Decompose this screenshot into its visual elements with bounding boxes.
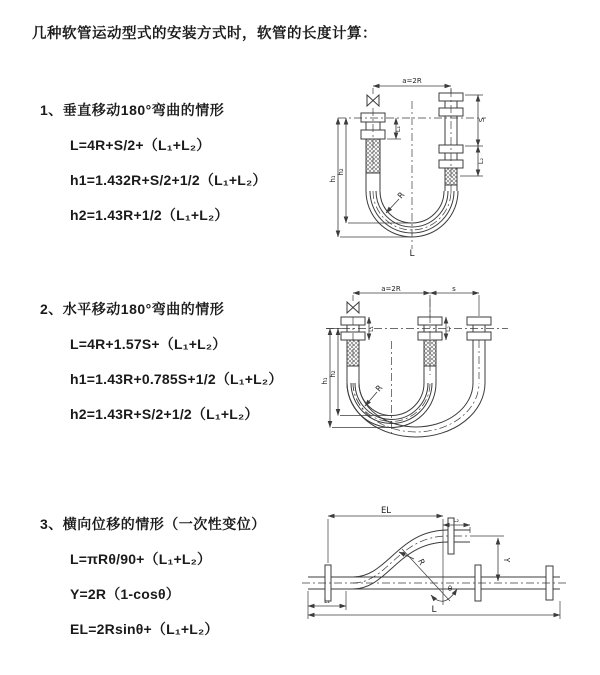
formula-line: L=4R+S/2+（L₁+L₂） (70, 137, 211, 153)
diagram-vertical-180-bend (308, 73, 590, 258)
dim-l2-label: L₂ (477, 157, 485, 165)
diagram-horizontal-180-bend (308, 283, 590, 445)
dim-h2-label: h₂ (337, 168, 345, 176)
left-fitting (341, 317, 365, 383)
section-heading: 1、垂直移动180°弯曲的情形 (40, 102, 225, 118)
section-heading: 3、横向位移的情形（一次性变位） (40, 516, 266, 532)
dim-s-label: s (452, 285, 456, 293)
length-label: L (409, 249, 415, 258)
valve-icon (367, 95, 379, 106)
section-horizontal-180 (40, 299, 310, 432)
braided-section (347, 340, 359, 366)
dim-h1-label: h₁ (329, 175, 337, 183)
page-title: 几种软管运动型式的安装方式时，软管的长度计算： (32, 26, 377, 42)
braided-section (424, 340, 436, 366)
dim-l-label: L (431, 605, 437, 615)
section-heading: 2、水平移动180°弯曲的情形 (40, 301, 225, 317)
radius-label: R (373, 383, 385, 394)
braided-section (366, 139, 380, 173)
centerlines (338, 89, 486, 249)
formula-line: h2=1.43R+1/2（L₁+L₂） (70, 207, 229, 223)
formula-line: h1=1.432R+S/2+1/2（L₁+L₂） (70, 172, 267, 188)
section-vertical-180 (40, 100, 310, 233)
dim-s-label: S (478, 117, 486, 123)
dim-el-label: EL (380, 506, 392, 516)
dim-l2-label: L₂ (453, 517, 459, 524)
section-lateral-displacement (40, 514, 310, 647)
radius-leader (399, 552, 414, 559)
formula-line: h1=1.43R+0.785S+1/2（L₁+L₂） (70, 371, 283, 387)
braided-section (445, 168, 457, 185)
radius-leader (365, 392, 377, 406)
dim-l1-label: L₁ (394, 125, 402, 133)
formula-line: EL=2Rsinθ+（L₁+L₂） (70, 621, 219, 637)
theta-label: θ (447, 585, 453, 593)
theta-arc (431, 589, 457, 601)
dim-h2-label: h₂ (329, 370, 337, 378)
formula-line: Y=2R（1-cosθ） (70, 586, 180, 602)
s-curve-hose (353, 530, 448, 589)
formula-line: h2=1.43R+S/2+1/2（L₁+L₂） (70, 406, 259, 422)
radius-leader (386, 199, 399, 213)
valve-icon (347, 302, 359, 313)
dim-h1-label: h₁ (321, 377, 329, 385)
dim-l1-label: L₁ (368, 326, 375, 332)
dim-l2-label: L₂ (445, 326, 452, 332)
dim-y-label: Y (502, 557, 511, 563)
formula-line: L=4R+1.57S+（L₁+L₂） (70, 336, 227, 352)
radius-label: R (395, 190, 407, 201)
dim-l1-label: L₁ (324, 598, 330, 605)
dim-a2r-label: a=2R (402, 77, 422, 85)
formula-line: L=πRθ/90+（L₁+L₂） (70, 551, 212, 567)
dim-a2r-label: a=2R (381, 285, 401, 293)
diagram-lateral-displacement (298, 503, 600, 648)
radius-label: R (416, 557, 427, 567)
